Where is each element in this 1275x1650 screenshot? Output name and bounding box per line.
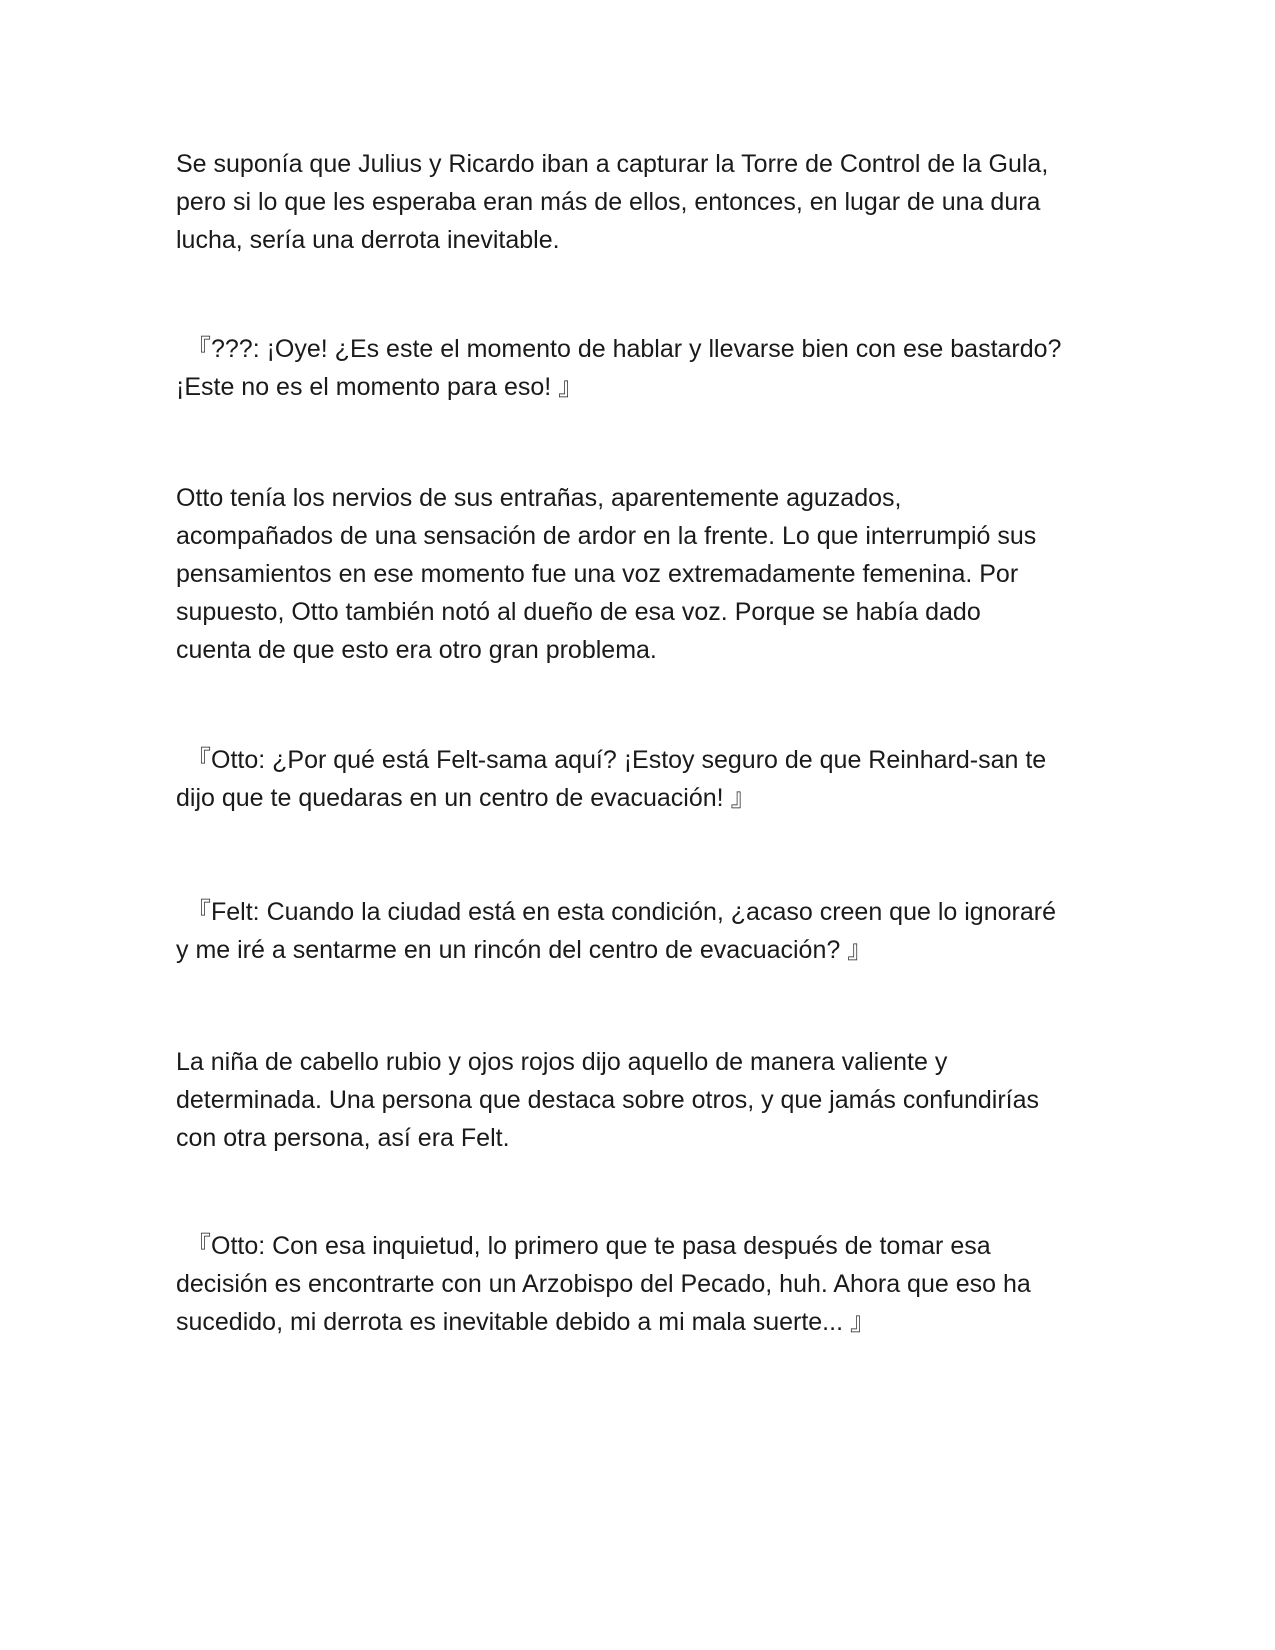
text-line: cuenta de que esto era otro gran problema. xyxy=(176,636,657,664)
paragraph-dialogue xyxy=(176,1227,1106,1341)
text-line: dijo que te quedaras en un centro de evacuación! 』 xyxy=(176,784,756,812)
text-line: pero si lo que les esperaba eran más de ellos, entonces, en lugar de una dura xyxy=(176,188,1041,216)
text-line: Otto tenía los nervios de sus entrañas, aparentemente aguzados, xyxy=(176,484,902,512)
text-line: Se suponía que Julius y Ricardo iban a capturar la Torre de Control de la Gula, xyxy=(176,150,1049,178)
text-line: sucedido, mi derrota es inevitable debido a mi mala suerte... 』 xyxy=(176,1308,875,1336)
text-line: supuesto, Otto también notó al dueño de esa voz. Porque se había dado xyxy=(176,598,981,626)
text-line: 『Otto: Con esa inquietud, lo primero que te pasa después de tomar esa xyxy=(186,1232,991,1260)
text-line: decisión es encontrarte con un Arzobispo del Pecado, huh. Ahora que eso ha xyxy=(176,1270,1031,1298)
paragraph-narration xyxy=(176,479,1106,669)
paragraph-dialogue xyxy=(176,893,1106,969)
text-line: 『Felt: Cuando la ciudad está en esta condición, ¿acaso creen que lo ignoraré xyxy=(186,898,1056,926)
paragraph-dialogue xyxy=(176,741,1106,817)
text-line: ¡Este no es el momento para eso! 』 xyxy=(176,373,584,401)
paragraph-narration xyxy=(176,145,1106,259)
text-line: 『???: ¡Oye! ¿Es este el momento de hablar y llevarse bien con ese bastardo? xyxy=(186,335,1062,363)
paragraph-narration xyxy=(176,1043,1106,1157)
text-line: determinada. Una persona que destaca sobre otros, y que jamás confundirías xyxy=(176,1086,1040,1114)
text-line: con otra persona, así era Felt. xyxy=(176,1124,510,1152)
text-line: lucha, sería una derrota inevitable. xyxy=(176,226,560,254)
text-line: 『Otto: ¿Por qué está Felt-sama aquí? ¡Estoy seguro de que Reinhard-san te xyxy=(186,746,1047,774)
text-line: pensamientos en ese momento fue una voz extremadamente femenina. Por xyxy=(176,560,1019,588)
paragraph-dialogue xyxy=(176,330,1106,406)
text-line: La niña de cabello rubio y ojos rojos dijo aquello de manera valiente y xyxy=(176,1048,948,1076)
text-line: y me iré a sentarme en un rincón del centro de evacuación? 』 xyxy=(176,936,873,964)
text-line: acompañados de una sensación de ardor en la frente. Lo que interrumpió sus xyxy=(176,522,1037,550)
